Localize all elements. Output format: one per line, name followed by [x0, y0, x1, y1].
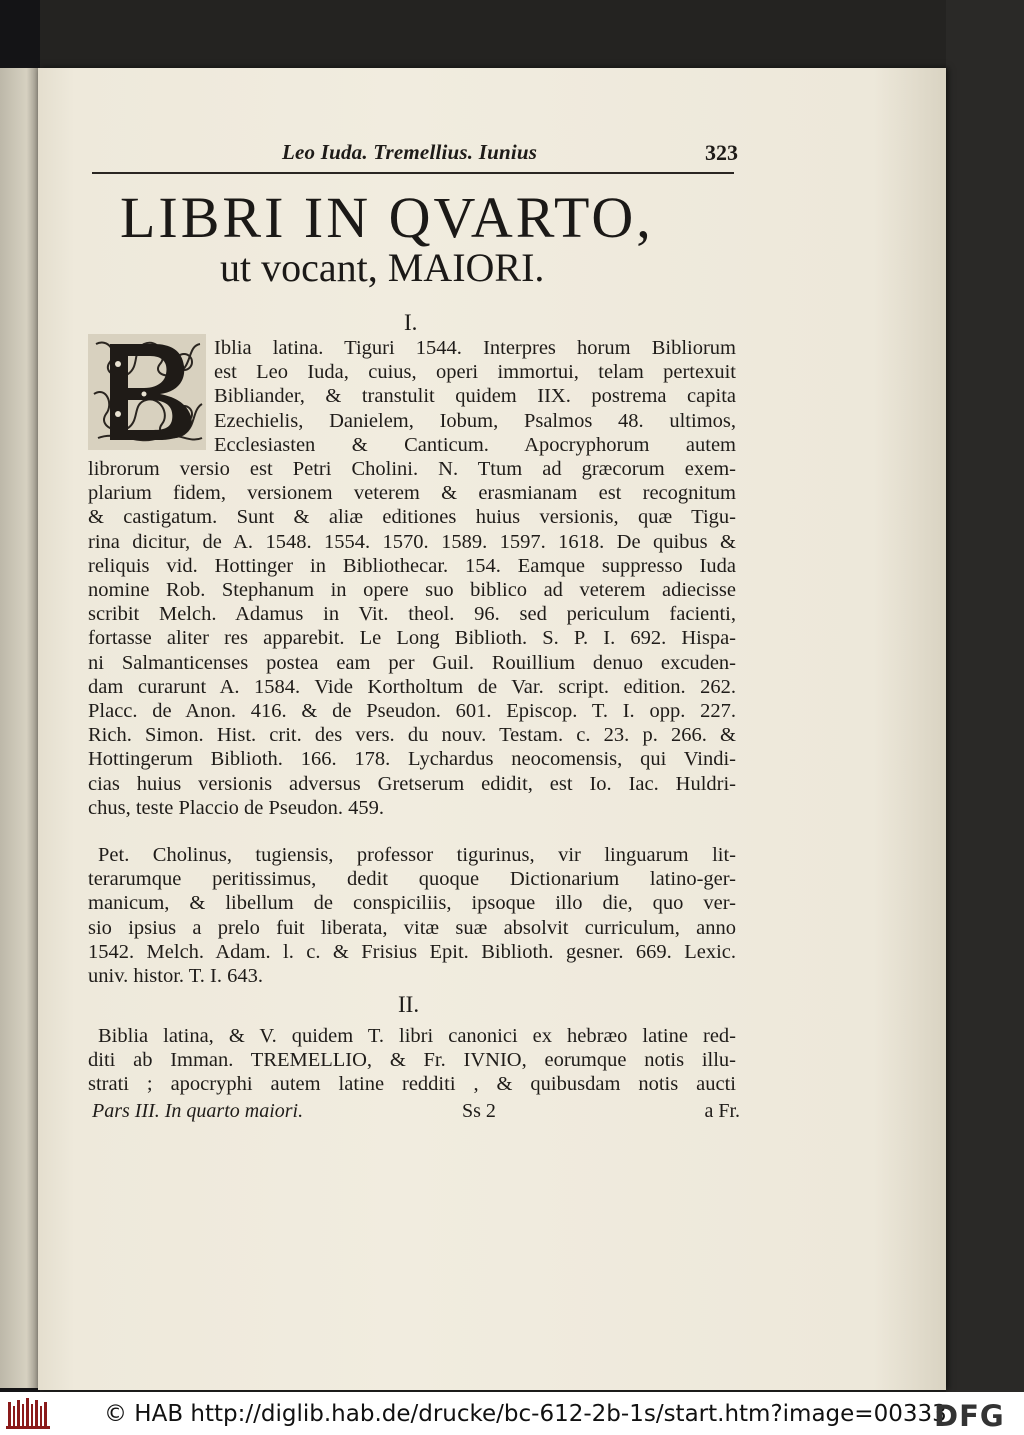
text-line: chus, teste Placcio de Pseudon. 459. — [88, 796, 385, 819]
text-line: terarumque peritissimus, dedit quoque Dictionarium latino-ger- — [88, 868, 736, 891]
section-1-initial-lines — [214, 336, 736, 457]
hab-logo-icon — [6, 1398, 50, 1430]
decorated-initial-b-icon — [88, 334, 206, 450]
text-line: Rich. Simon. Hist. crit. des vers. du nouv. Testam. c. 23. p. 266. & — [88, 724, 736, 747]
text-line: strati ; apocryphi autem latine redditi , & quibusdam notis aucti — [88, 1073, 736, 1096]
text-line: dam curarunt A. 1584. Vide Kortholtum de Var. script. edition. 262. — [88, 675, 736, 698]
running-title: Leo Iuda. Tremellius. Iunius — [282, 140, 538, 164]
text-line: nomine Rob. Stephanum in opere suo biblico ad veterem adiecisse — [88, 579, 736, 602]
text-line: Biblia latina, & V. quidem T. libri canonici ex hebræo latine red- — [98, 1025, 736, 1047]
text-line: diti ab Imman. TREMELLIO, & Fr. IVNIO, eorumque notis illu- — [88, 1049, 736, 1072]
credit-url[interactable]: © HAB http://diglib.hab.de/drucke/bc-612-2b-1s/start.htm?image=00333 — [104, 1401, 947, 1427]
text-line: reliquis vid. Hottinger in Bibliothecar. 154. Eamque suppresso Iuda — [88, 554, 736, 577]
text-line: Pet. Cholinus, tugiensis, professor tigurinus, vir linguarum lit- — [98, 844, 736, 866]
footer-signature: Ss 2 — [462, 1100, 496, 1122]
section-2-body — [88, 1024, 736, 1097]
previous-page-edge — [0, 68, 38, 1388]
footer-pars: Pars III. In quarto maiori. — [92, 1100, 304, 1122]
text-line: sio ipsius a prelo fuit liberata, vitæ suæ absolvit curriculum, anno — [88, 916, 736, 939]
section-1-body — [88, 457, 736, 820]
text-line: Ecclesiasten & Canticum. Apocryphorum autem — [214, 433, 736, 456]
text-line: manicum, & libellum de conspiciliis, ipsoque illo die, quo ver- — [88, 892, 736, 915]
text-line: scribit Melch. Adamus in Vit. theol. 96. sed periculum facienti, — [88, 603, 736, 626]
page-number: 323 — [705, 140, 738, 165]
page-title: LIBRI IN QVARTO, — [120, 185, 654, 250]
text-line: cias huius versionis adversus Gretserum edidit, est Io. Iac. Huldri- — [88, 772, 736, 795]
text-line: Bibliander, & transtulit quidem IIX. postrema capita — [214, 385, 736, 408]
section-1-paragraph-2 — [88, 843, 736, 988]
text-line: librorum versio est Petri Cholini. N. Ttum ad græcorum exem- — [88, 458, 736, 480]
text-line: Iblia latina. Tiguri 1544. Interpres horum Bibliorum — [214, 337, 736, 359]
text-line: univ. histor. T. I. 643. — [88, 965, 264, 988]
footer-catchword: a Fr. — [704, 1100, 740, 1122]
section-number-1: I. — [404, 310, 418, 335]
text-line: plarium fidem, versionem veterem & erasmianam est recognitum — [88, 482, 736, 505]
text-line: 1542. Melch. Adam. l. c. & Frisius Epit. Biblioth. gesner. 669. Lexic. — [88, 940, 736, 963]
text-line: fortasse aliter res apparebit. Le Long Biblioth. S. P. I. 692. Hispa- — [88, 627, 736, 650]
text-line: Placc. de Anon. 416. & de Pseudon. 601. Episcop. T. I. opp. 227. — [88, 700, 736, 723]
text-line: Hottingerum Biblioth. 166. 178. Lychardus neocomensis, qui Vindi- — [88, 748, 736, 771]
text-line: & castigatum. Sunt & aliæ editiones huius versionis, quæ Tigu- — [88, 506, 736, 529]
dark-margin-right — [946, 0, 1024, 1392]
text-line: est Leo Iuda, cuius, operi immortui, telam pertexuit — [214, 361, 736, 384]
section-number-2: II. — [398, 992, 420, 1017]
dfg-logo: DFG — [934, 1399, 1005, 1433]
text-line: rina dicitur, de A. 1548. 1554. 1570. 1589. 1597. 1618. De quibus & — [88, 530, 736, 553]
page-footer — [88, 1100, 740, 1126]
text-line: Ezechielis, Danielem, Iobum, Psalmos 48. ultimos, — [214, 409, 736, 432]
running-head — [92, 140, 738, 174]
page-subtitle: ut vocant, MAIORI. — [220, 245, 545, 290]
text-line: ni Salmanticenses postea eam per Guil. Rouillium denuo excuden- — [88, 651, 736, 674]
